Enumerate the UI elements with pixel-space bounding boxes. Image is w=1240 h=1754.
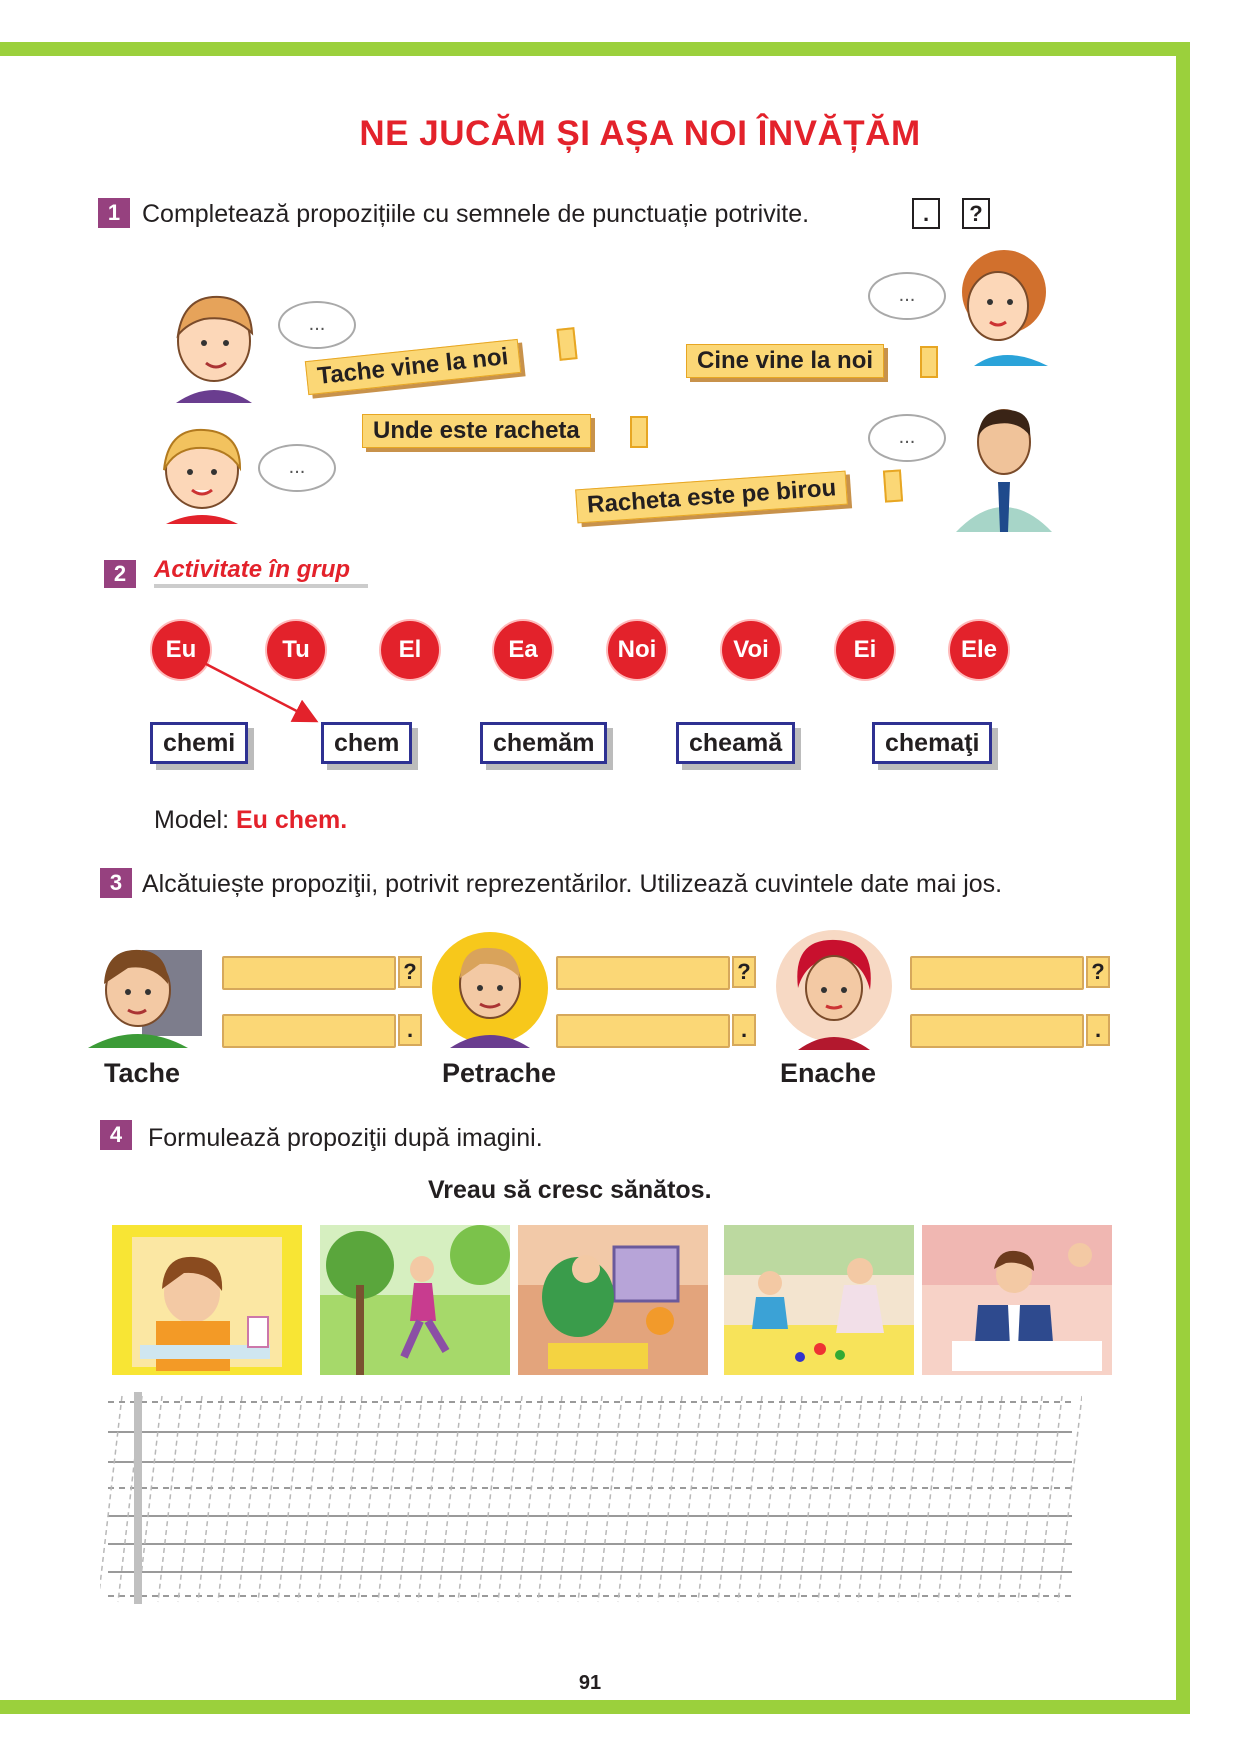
brushing-teeth-picture	[112, 1225, 302, 1375]
model-value: Eu chem.	[236, 806, 348, 834]
petrache-portrait	[428, 930, 552, 1048]
exercise-3-instruction: Alcătuiește propoziţii, potrivit reprezentărilor. Utilizează cuvintele date mai jos.	[142, 870, 1003, 898]
exercise-4-instruction: Formulează propoziţii după imagini.	[148, 1124, 543, 1152]
punctuation-answer-box[interactable]	[630, 416, 648, 448]
sentence-strip: Cine vine la noi	[686, 344, 884, 378]
exercise-1-instruction: Completează propozițiile cu semnele de punctuație potrivite.	[142, 200, 810, 228]
question-mark-box: ?	[732, 956, 756, 988]
page-number: 91	[578, 1672, 602, 1694]
model-arrow	[180, 650, 330, 730]
exercise-3-number: 3	[100, 868, 132, 898]
exercise-2-number: 2	[104, 560, 136, 588]
period-mark-box: .	[398, 1014, 422, 1046]
tache-portrait	[82, 940, 204, 1048]
question-mark-box: ?	[398, 956, 422, 988]
period-mark-box: .	[912, 198, 940, 229]
page-frame-right	[1176, 42, 1190, 1714]
speech-bubble: ...	[868, 414, 946, 462]
pronoun-voi: Voi	[722, 621, 780, 679]
pronoun-ei: Ei	[836, 621, 894, 679]
answer-line[interactable]	[556, 956, 730, 990]
handwriting-lines	[100, 1392, 1082, 1604]
sentence-strip: Tache vine la noi	[305, 339, 521, 395]
girl-illustration	[152, 420, 248, 524]
name-petrache: Petrache	[442, 1058, 557, 1088]
teacher-illustration	[952, 402, 1056, 532]
name-tache: Tache	[104, 1058, 181, 1088]
punctuation-answer-box[interactable]	[556, 327, 577, 361]
question-mark-box: ?	[1086, 956, 1110, 988]
speech-bubble: ...	[278, 301, 356, 349]
answer-line[interactable]	[556, 1014, 730, 1048]
speech-bubble: ...	[868, 272, 946, 320]
verb-card[interactable]: chemaţi	[872, 722, 992, 764]
pronoun-eu: Eu	[152, 621, 210, 679]
exercise-4-subtitle: Vreau să cresc sănătos.	[428, 1176, 712, 1204]
verb-card[interactable]: cheamă	[676, 722, 795, 764]
exercise-1-number: 1	[98, 198, 130, 228]
period-mark-box: .	[1086, 1014, 1110, 1046]
playing-picture	[724, 1225, 914, 1375]
rollerskating-picture	[320, 1225, 510, 1375]
exercise-4-number: 4	[100, 1120, 132, 1150]
sentence-strip: Unde este racheta	[362, 414, 591, 448]
curly-girl-illustration	[944, 246, 1064, 366]
pronoun-tu: Tu	[267, 621, 325, 679]
pronoun-ea: Ea	[494, 621, 552, 679]
boy-illustration	[164, 285, 260, 405]
question-mark-box: ?	[962, 198, 990, 229]
pronoun-ele: Ele	[950, 621, 1008, 679]
period-mark-box: .	[732, 1014, 756, 1046]
page-title: NE JUCĂM ȘI AȘA NOI ÎNVĂȚĂM	[359, 114, 921, 153]
group-activity-label: Activitate în grup	[154, 556, 368, 588]
computer-picture	[518, 1225, 708, 1375]
answer-line[interactable]	[910, 1014, 1084, 1048]
punctuation-answer-box[interactable]	[883, 469, 903, 502]
model-label: Model:	[154, 806, 230, 834]
pronoun-el: El	[381, 621, 439, 679]
punctuation-answer-box[interactable]	[920, 346, 938, 378]
verb-card[interactable]: chemăm	[480, 722, 607, 764]
name-enache: Enache	[780, 1058, 877, 1088]
page-frame-top	[0, 42, 1188, 56]
pronoun-noi: Noi	[608, 621, 666, 679]
page-frame-bottom	[0, 1700, 1190, 1714]
sentence-strip: Racheta este pe birou	[575, 471, 848, 524]
answer-line[interactable]	[222, 956, 396, 990]
speech-bubble: ...	[258, 444, 336, 492]
answer-line[interactable]	[222, 1014, 396, 1048]
answer-line[interactable]	[910, 956, 1084, 990]
enache-portrait	[772, 928, 896, 1050]
model-example	[154, 806, 347, 835]
writing-picture	[922, 1225, 1112, 1375]
verb-card[interactable]: chem	[321, 722, 412, 764]
verb-card[interactable]: chemi	[150, 722, 248, 764]
